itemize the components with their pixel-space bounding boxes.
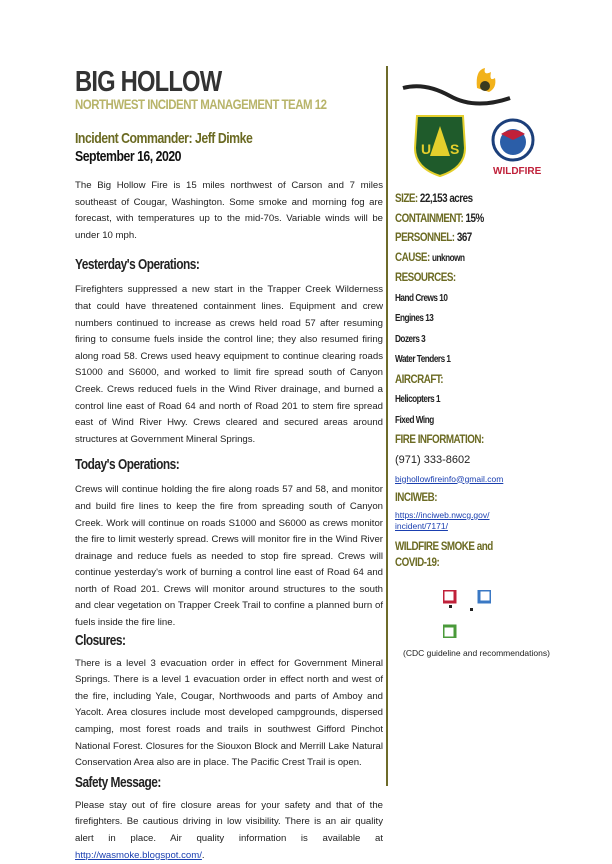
- personnel-stat: PERSONNEL: 367: [395, 230, 472, 244]
- section-heading: Closures:: [75, 632, 126, 649]
- section-text: Crews will continue holding the fire along roads 57 and 58, and monitor and build fire lines to keep the fire from spreading south of Canyon Creek. Work will continue on roads S1000 and S6000 as crews monitor the fire to limit westerly spread. Crews will monitor fire in the Wind River drainage and reduce fuels as needed to stop fire spread. Crews will continue yesterday's work of burning a control line east of Road 64 and north of Road 201. Crews will monitor around structures to the south and clear vegetation on Trapper Creek Trail to confine a planned burn of fuels inside the fire line.: [75, 484, 383, 629]
- logos: [395, 68, 555, 178]
- email-link[interactable]: bighollowfireinfo@gmail.com: [395, 473, 504, 484]
- size-stat: SIZE: 22,153 acres: [395, 191, 473, 205]
- resource-item: Water Tenders 1: [395, 354, 451, 365]
- section-heading: Yesterday's Operations:: [75, 257, 200, 274]
- intro-paragraph: The Big Hollow Fire is 15 miles northwest of Carson and 7 miles southeast of Cougar, Washington. Some smoke and morning fog are forecast, with temperatures up to the mid-70s. Variable winds will be under 10 mph.: [75, 180, 383, 241]
- aircraft-label: AIRCRAFT:: [395, 371, 444, 386]
- inciweb-link[interactable]: https://inciweb.nwcg.gov/ incident/7171/: [395, 510, 490, 531]
- svg-text:S: S: [450, 141, 460, 157]
- usfs-shield-logo: [415, 116, 465, 176]
- svg-text:U: U: [421, 141, 432, 157]
- safety-text: Please stay out of fire closure areas for your safety and that of the firefighters. Be cautious driving in low visibility. There is an air quality alert in place. Air quality information is available at: [75, 799, 383, 844]
- containment-stat: CONTAINMENT: 15%: [395, 210, 484, 225]
- inciweb-label: INCIWEB:: [395, 489, 437, 504]
- smoke-label: WILDFIRE SMOKE and COVID-19:: [395, 539, 493, 569]
- fire-info-label: FIRE INFORMATION:: [395, 432, 484, 446]
- dnr-seal-logo: [493, 120, 542, 177]
- resources-label: RESOURCES:: [395, 270, 456, 284]
- qr-caption: (CDC guideline and recommendations): [403, 648, 550, 658]
- nw12-team-logo: [403, 68, 510, 104]
- sidebar: [395, 68, 560, 658]
- resource-item: Hand Crews 10: [395, 292, 448, 304]
- section-text: There is a level 3 evacuation order in effect for Government Mineral Springs. There is a level 1 evacuation order in effect north and west of the fire, including Yale, Cougar, Northwoods and parts of Amboy and Yacolt. Area closures include most developed campgrounds, dispersed camping, most forest roads and trails in southwest Gifford Pinchot National Forest. Closures for the Siouxon Block and Merrill Lake Natural Conservation Area also are in place. The Pacific Crest Trail is open.: [75, 657, 383, 769]
- phone-number: (971) 333-8602: [395, 453, 471, 466]
- section-text: Firefighters suppressed a new start in the Trapper Creek Wilderness that could have threatened containment lines. Equipment and crew numbers continued to increase as crews held road 57 after resuming firing to consume fuels inside the control line; they also resumed firing along road 58. Crews used heavy equipment to continue clearing roads S1000 and S6000, and worked to limit fire spread south of Canyon Creek. Crews reduced fuels in the Wind River drainage, and burned a control line east of Road 64 and north of Road 201 to stem fire spread east of Wind River Hwy. Crews cleared and secured areas around structures at Government Mineral Springs.: [75, 284, 383, 445]
- wildfire-logo-text: WILDFIRE: [493, 166, 542, 177]
- section-heading: Today's Operations:: [75, 457, 180, 474]
- section-text: [75, 798, 383, 864]
- aircraft-item: Fixed Wing: [395, 414, 434, 426]
- cause-stat: CAUSE: unknown: [395, 249, 465, 264]
- main-column: [75, 68, 383, 864]
- section-heading: Safety Message:: [75, 774, 161, 791]
- resource-item: Engines 13: [395, 313, 434, 324]
- qr-code[interactable]: [443, 590, 491, 638]
- period: .: [201, 849, 205, 861]
- incident-commander: Incident Commander: Jeff Dimke: [75, 130, 253, 147]
- report-date: September 16, 2020: [75, 148, 182, 165]
- aircraft-item: Helicopters 1: [395, 394, 441, 405]
- column-divider: [386, 66, 388, 786]
- page-title: BIG HOLLOW: [75, 66, 222, 98]
- team-name: NORTHWEST INCIDENT MANAGEMENT TEAM 12: [75, 96, 327, 112]
- resource-item: Dozers 3: [395, 333, 426, 345]
- wasmoke-link[interactable]: http://wasmoke.blogspot.com/: [75, 849, 202, 861]
